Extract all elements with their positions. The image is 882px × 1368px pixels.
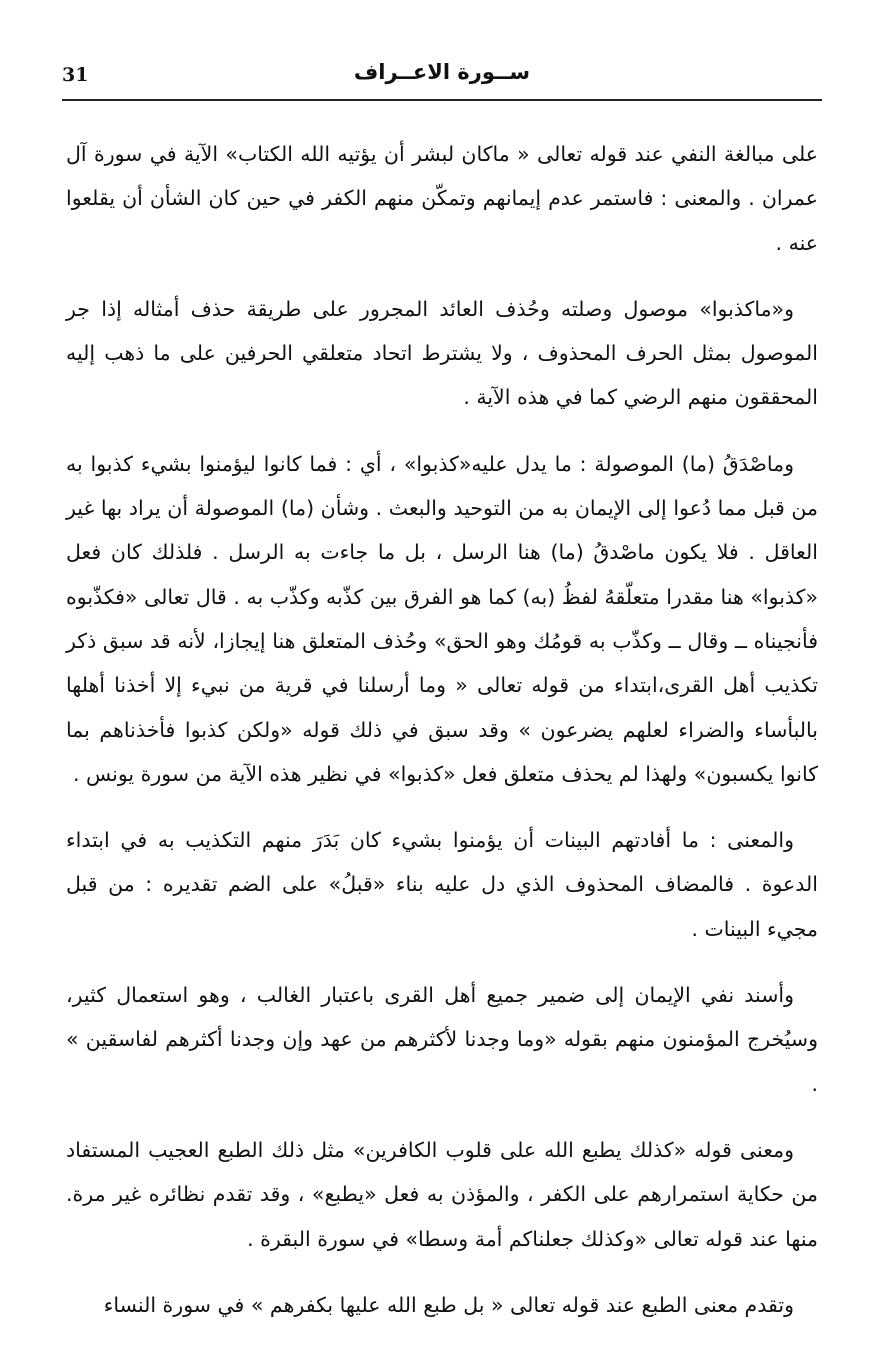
paragraph-1: على مبالغة النفي عند قوله تعالى « ماكان لبشر أن يؤتيه الله الكتاب» الآية في سورة آل عمران . والمعنى : فاستمر عدم إيمانهم وتمكّن منهم الكفر في حين كان الشأن أن يقلعوا عنه . <box>66 142 818 255</box>
page-header <box>62 58 822 98</box>
paragraph-5: وأسند نفي الإيمان إلى ضمير جميع أهل القرى باعتبار الغالب ، وهو استعمال كثير، وسيُخرج المؤمنون منهم بقوله «وما وجدنا لأكثرهم من عهد وإن وجدنا أكثرهم لفاسقين » . <box>66 983 818 1096</box>
page-body <box>66 132 818 1327</box>
running-title: ســورة الاعــراف <box>353 60 531 84</box>
paragraph-4: والمعنى : ما أفادتهم البينات أن يؤمنوا بشيء كان بَدَرَ منهم التكذيب به في ابتداء الدعوة . فالمضاف المحذوف الذي دل عليه بناء «قبلُ» على الضم تقديره : من قبل مجيء البينات . <box>66 828 818 941</box>
page-number: 31 <box>62 64 89 86</box>
paragraph-7: وتقدم معنى الطبع عند قوله تعالى « بل طبع الله عليها بكفرهم » في سورة النساء <box>103 1292 794 1317</box>
paragraph-6: ومعنى قوله «كذلك يطبع الله على قلوب الكافرين» مثل ذلك الطبع العجيب المستفاد من حكاية استمرارهم على الكفر ، والمؤذن به فعل «يطبع» ، وقد تقدم نظائره غير مرة. منها عند قوله تعالى «وكذلك جعلناكم أمة وسطا» في سورة البقرة . <box>66 1137 818 1251</box>
paragraph-2: و«ماكذبوا» موصول وصلته وحُذف العائد المجرور على طريقة حذف أمثاله إذا جر الموصول بمثل الحرف المحذوف ، ولا يشترط اتحاد متعلقي الحرفين على ما ذهب إليه المحققون منهم الرضي كما في هذه الآية . <box>66 296 818 410</box>
header-rule <box>62 99 822 101</box>
paragraph-3: وماصْدَقُ (ما) الموصولة : ما يدل عليه«كذبوا» ، أي : فما كانوا ليؤمنوا بشيء كذبوا به من قبل مما دُعوا إلى الإيمان به من التوحيد والبعث . وشأن (ما) الموصولة أن يراد بها غير العاقل . فلا يكون ماصْدقُ (ما) هنا الرسل ، بل ما جاءت به الرسل . فلذلك كان فعل «كذبوا» هنا مقدرا متعلّقهُ لفظُ (به) كما هو الفرق بين كذّبه وكذّب به . قال تعالى «فكذّبوه فأنجيناه ــ وقال ــ وكذّب به قومُك وهو الحق» وحُذف المتعلق هنا إيجازا، لأنه قد سبق ذكر تكذيب أهل القرى،ابتداء من قوله تعالى « وما أرسلنا في قرية من نبيء إلا أخذنا أهلها بالبأساء والضراء لعلهم يضرعون » وقد سبق في ذلك قوله «ولكن كذبوا فأخذناهم بما كانوا يكسبون» ولهذا لم يحذف متعلق فعل «كذبوا» في نظير هذه الآية من سورة يونس . <box>66 451 818 786</box>
